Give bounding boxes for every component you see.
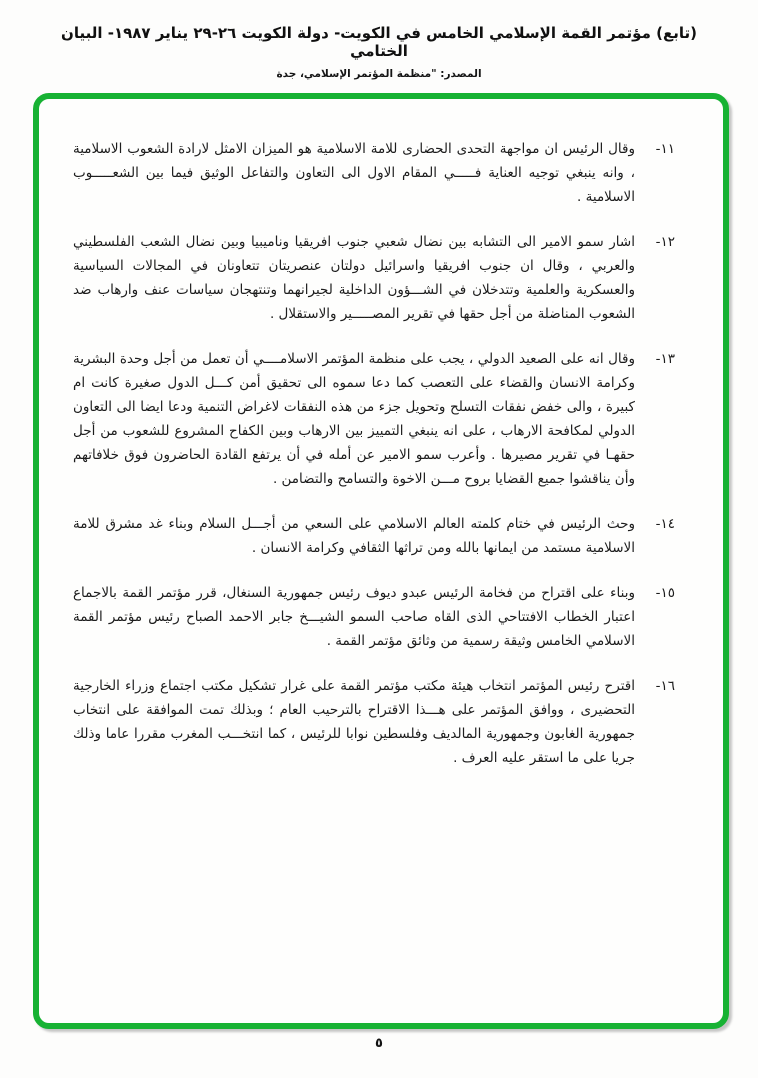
document-source: المصدر: "منظمة المؤتمر الإسلامي، جدة — [276, 68, 482, 80]
page-header — [0, 24, 758, 80]
paragraph-number: ١٢- — [655, 234, 675, 250]
paragraph-number: ١٤- — [655, 516, 675, 532]
paragraph-text: وبناء على اقتراح من فخامة الرئيس عبدو ديوف رئيس جمهورية السنغال، قرر مؤتمر القمة بالاجماع اعتبار الخطاب الافتتاحي الذى القاه صاحب السمو الشيـــخ جابر الاحمد الصباح رئيس مؤتمر القمة الاسلامي الخامس وثيقة رسمية من وثائق مؤتمر القمة . — [73, 585, 635, 649]
paragraph-16 — [73, 674, 675, 770]
paragraph-text: اقترح رئيس المؤتمر انتخاب هيئة مكتب مؤتمر القمة على غرار تشكيل مكتب اجتماع وزراء الخارجية التحضيرى ، ووافق المؤتمر على هـــذا الاقتراح بالترحيب العام ؛ وبذلك تمت الموافقة على انتخاب جمهورية الغابون وجمهورية المالديف وفلسطين نوابا للرئيس ، كما انتخـــب المغرب مقررا عاما وذلك جريا على ما استقر عليه العرف . — [73, 678, 635, 766]
paragraph-number: ١٣- — [655, 351, 675, 367]
paragraph-text: اشار سمو الامير الى التشابه بين نضال شعبي جنوب افريقيا وناميبيا وبين نضال الشعب الفلسطيني والعربي ، وقال ان جنوب افريقيا واسرائيل دولتان عنصريتان تتعاونان في المجالات السياسية والعسكرية والعلمية وتتدخلان في الشـــؤون الداخلية لجيرانهما وتنتهجان سياسات عنف وارهاب ضد الشعوب المناضلة من أجل حقها في تقرير المصـــــير والاستقلال . — [73, 234, 635, 322]
paragraph-text: وحث الرئيس في ختام كلمته العالم الاسلامي على السعي من أجـــل السلام وبناء غد مشرق للامة الاسلامية مستمد من ايمانها بالله ومن تراثها الثقافي وكرامة الانسان . — [73, 516, 635, 556]
paragraph-list — [73, 137, 675, 791]
paragraph-number: ١١- — [655, 141, 675, 157]
paragraph-text: وقال الرئيس ان مواجهة التحدى الحضارى للامة الاسلامية هو الميزان الامثل لارادة الشعوب الاسلامية ، وانه ينبغي توجيه العناية فـــــي المقام الاول الى التعاون والتفاعل الوثيق فيما بين الشعـــــوب الاسلامية . — [73, 141, 635, 205]
paragraph-12 — [73, 230, 675, 326]
page-number: ٥ — [375, 1036, 383, 1051]
paragraph-number: ١٥- — [655, 585, 675, 601]
paragraph-number: ١٦- — [655, 678, 675, 694]
paragraph-text: وقال انه على الصعيد الدولي ، يجب على منظمة المؤتمر الاسلامــــي أن تعمل من أجل وحدة البشرية وكرامة الانسان والقضاء على التعصب كما دعا سموه الى تحقيق أمن كـــل الدول صغيرة كانت ام كبيرة ، والى خفض نفقات التسلح وتحويل جزء من هذه النفقات لاغراض التنمية ودعا ايضا الى التعاون الدولي لمكافحة الارهاب ، على انه ينبغي التمييز بين الارهاب وبين الكفاح المشروع للشعوب من أجل حقهـا في تقرير مصيرها . وأعرب سمو الامير عن أمله في أن يرتفع القادة الحاضرون فوق خلافاتهم وأن يناقشوا جميع القضايا بروح مـــن الاخوة والتسامح والتضامن . — [73, 351, 635, 487]
paragraph-13 — [73, 347, 675, 491]
paragraph-14 — [73, 512, 675, 560]
paragraph-11 — [73, 137, 675, 209]
document-title: (تابع) مؤتمر القمة الإسلامي الخامس في الكويت- دولة الكويت ٢٦-٢٩ يناير ١٩٨٧- البيان الختامي — [61, 24, 697, 60]
paragraph-15 — [73, 581, 675, 653]
green-border-frame — [33, 93, 729, 1029]
